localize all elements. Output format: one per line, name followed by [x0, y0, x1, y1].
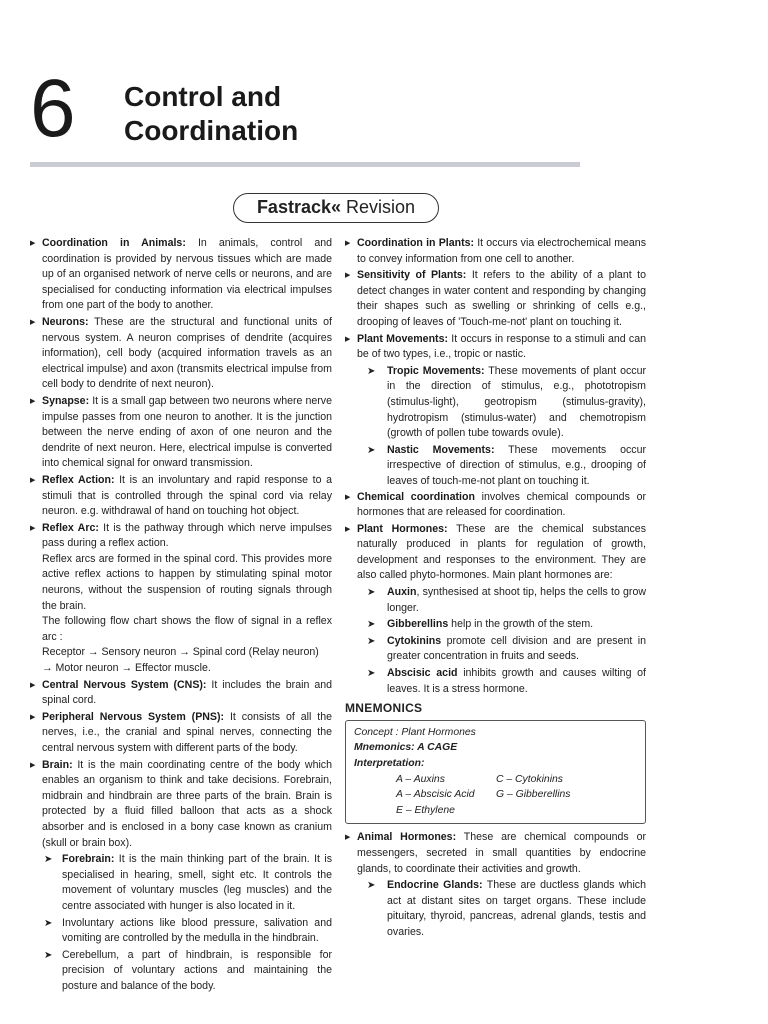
list-item: ▶ Brain: It is the main coordinating centre of the body which enables an organism to think and take decisions. Forebrain, midbrain and hindbrain are three parts of the brain. Brain is protected by a fluid filled balloon that acts as a shock absorber and is enclosed in a bony case known as cranium (skull or brain box).: [30, 758, 332, 852]
mnemonics-concept: Concept : Plant Hormones: [354, 726, 476, 738]
sub-item: ➤ Endocrine Glands: These are ductless glands which act at distant sites on target organs. These include pituitary, thyroid, pancreas, adrenal glands, testis and ovaries.: [367, 879, 646, 938]
header-rule: [30, 162, 580, 167]
mnemonics-phrase: Mnemonics: A CAGE: [354, 742, 458, 754]
sub-item: ➤ Forebrain: It is the main thinking part of the brain. It is specialised in hearing, smell, sight etc. It controls the movement of voluntary muscles (leg muscles) and the centre associated with hunger is also located in it.: [44, 853, 332, 912]
left-column: [30, 236, 332, 995]
list-item: ▶ Plant Hormones: These are the chemical substances naturally produced in plants for regulation of growth, development and responses to the environment. They are also called phyto-hormones. Main plant hormones are:: [345, 522, 646, 584]
banner-symbol: «: [331, 197, 342, 217]
fastrack-revision-banner: [233, 193, 439, 223]
list-item: ▶ Central Nervous System (CNS): It includes the brain and spinal cord.: [30, 678, 332, 709]
list-item: ▶ Coordination in Animals: In animals, control and coordination is provided by nervous tissues which are made up of an organised network of nerve cells or neurons, and are specialised for conducting information via electrical impulses from one part of the body to another.: [30, 236, 332, 314]
list-item: ▶ Reflex Arc: It is the pathway through which nerve impulses pass during a reflex action. Reflex arcs are formed in the spinal cord. This provides more active reflex actions to happen by stimulating spinal motor neurons, without the suspension of routing signals through the brain. The following flow chart shows the flow of signal in a reflex arc : Receptor → Sensory neuron → Spinal cord (Relay neuron) → Motor neuron → Effector muscle.: [30, 521, 332, 677]
sub-item: ➤ Abscisic acid inhibits growth and causes wilting of leaves. It is a stress hormone.: [367, 667, 646, 695]
sub-item: ➤ Involuntary actions like blood pressure, salivation and vomiting are controlled by the medulla in the hindbrain.: [44, 916, 332, 945]
banner-bold: Fastrack: [256, 197, 331, 217]
list-item: ▶ Sensitivity of Plants: It refers to the ability of a plant to detect changes in water content and responding by changing their shapes such as swelling or shrinking of cells e.g., drooping of leaves of 'Touch-me-not' plant on touching it.: [345, 268, 646, 330]
list-item: ▶ Peripheral Nervous System (PNS): It consists of all the nerves, i.e., the cranial and spinal nerves, connecting the central nervous system with different parts of the body.: [30, 710, 332, 757]
list-item: ▶ Coordination in Plants: It occurs via electrochemical means to convey information from one cell to another.: [345, 236, 646, 267]
arrow-icon: ➤: [44, 949, 53, 961]
sub-item: ➤ Cerebellum, a part of hindbrain, is responsible for precision of voluntary actions and maintaining the posture and balance of the body.: [44, 948, 332, 992]
list-item: ▶ Synapse: It is a small gap between two neurons where nerve impulse passes from one neuron to another. It is the junction between the nerve ending of axon of one neuron and the dendrite of next neuron. Here, electrical impulse is converted into chemical signal for onward transmission.: [30, 394, 332, 472]
arrow-icon: ➤: [367, 587, 376, 599]
right-column: [345, 236, 646, 941]
paragraph: Reflex arcs are formed in the spinal cord. This provides more active reflex actions to happen by stimulating spinal motor neurons, without the suspension of routing signals through the brain.: [42, 552, 332, 612]
list-item: ▶ Animal Hormones: These are chemical compounds or messengers, secreted in small quantities by endocrine glands, to coordinate their activities and growth.: [345, 830, 646, 877]
chapter-title: [124, 80, 298, 148]
mnemonics-interpretation: Interpretation:: [354, 758, 425, 769]
sub-item: ➤ Cytokinins promote cell division and are present in greater concentration in fruits and seeds.: [367, 634, 646, 663]
mnemonics-box: [345, 720, 646, 825]
arrow-icon: ➤: [367, 880, 376, 892]
chapter-number: 6: [30, 63, 76, 154]
list-item: ▶ Neurons: These are the structural and functional units of nervous system. A neuron comprises of dendrite (acquires information), cell body (acquired information travels as an electrical impulse) and axon (transmits electrical impulse from cell body to dendrite of next neuron).: [30, 315, 332, 393]
arrow-icon: ➤: [44, 917, 53, 929]
arrow-icon: ➤: [367, 444, 376, 456]
sub-item: ➤ Tropic Movements: These movements of plant occur in the direction of stimulus, e.g., phototropism (stimulus-light), geotropism (stimulus-gravity), hydrotropism (stimulus-water) and chemotropism (growth of pollen tube towards ovule).: [367, 364, 646, 440]
sub-item: ➤ Auxin, synthesised at shoot tip, helps the cells to grow longer.: [367, 586, 646, 614]
list-item: ▶ Chemical coordination involves chemical compounds or hormones that are released for coordination.: [345, 490, 646, 521]
chapter-title-line1: Control and: [124, 81, 282, 112]
arrow-icon: ➤: [44, 854, 53, 866]
list-item: ▶ Reflex Action: It is an involuntary and rapid response to a stimuli that is controlled through the spinal cord via relay neuron. e.g. withdrawal of hand on touching hot object.: [30, 473, 332, 520]
mnemonics-grid: A – Auxins C – Cytokinins A – Abscisic Acid G – Gibberellins E – Ethylene: [396, 773, 571, 816]
banner-rest: Revision: [341, 197, 416, 217]
mnemonics-title: MNEMONICS: [345, 701, 423, 716]
chapter-title-line2: Coordination: [124, 115, 299, 146]
arrow-icon: ➤: [367, 365, 376, 377]
list-item: ▶ Plant Movements: It occurs in response to a stimuli and can be of two types, i.e., tropic or nastic.: [345, 332, 646, 363]
sub-item: ➤ Gibberellins help in the growth of the stem.: [345, 617, 646, 633]
sub-item: ➤ Nastic Movements: These movements occur irrespective of direction of stimulus, e.g., drooping of leaves of touch-me-not plant on touching it.: [367, 443, 646, 487]
arrow-icon: ➤: [367, 635, 376, 647]
paragraph: The following flow chart shows the flow of signal in a reflex arc :: [42, 615, 332, 643]
arrow-icon: ➤: [367, 619, 376, 631]
flow-chart-text: Receptor → Sensory neuron → Spinal cord (Relay neuron) → Motor neuron → Effector muscle.: [42, 646, 319, 675]
arrow-icon: ➤: [367, 668, 376, 680]
